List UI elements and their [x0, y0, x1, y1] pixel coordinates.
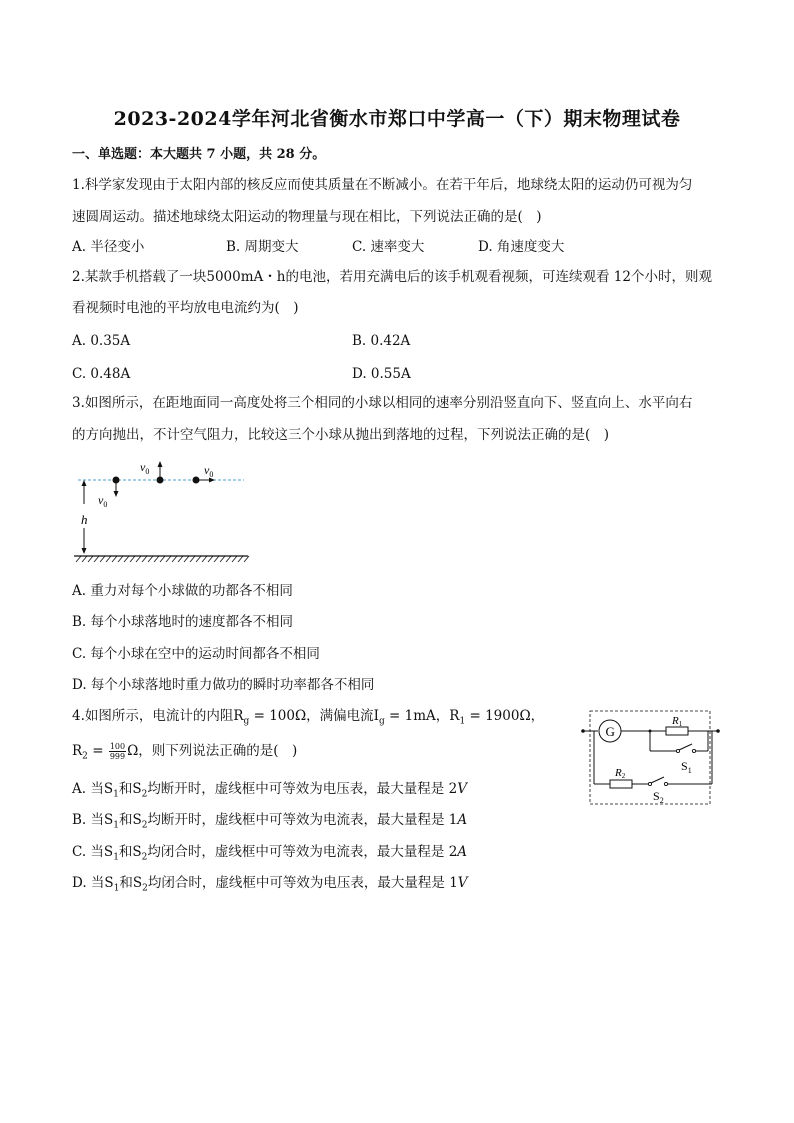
height-label: h — [81, 512, 88, 527]
q4-stem-line2: $R_2$ = $\frac{100}{999}$ Ω，则下列说法正确的是( ) — [72, 742, 298, 762]
s2-label: $S_2$ — [653, 789, 664, 805]
q3-stem-line2: 的方向抛出，不计空气阻力，比较这三个小球从抛出到落地的过程，下列说法正确的是( ) — [72, 427, 610, 443]
page-title: 2023-2024学年河北省衡水市郑口中学高一（下）期末物理试卷 — [113, 108, 681, 130]
svg-text:G: G — [605, 724, 615, 739]
s1-label: $S_1$ — [681, 759, 692, 775]
q3-option-d: D. 每个小球落地时重力做功的瞬时功率都各不相同 — [72, 677, 375, 693]
height-arrowhead-down — [82, 548, 87, 554]
q1-option-c: C. 速率变大 — [352, 239, 425, 255]
v0-label-down: $v_0$ — [98, 493, 108, 509]
q3-option-b: B. 每个小球落地时的速度都各不相同 — [72, 614, 294, 630]
q4-stem-line1: 4.如图所示，电流计的内阻$R_g = 100\Omega$，满偏电流$I_g = 1mA$，$R_1 = 1900\Omega$， — [72, 708, 545, 727]
s1-switch-blade — [679, 744, 692, 750]
q2-option-a: A. 0.35A — [72, 333, 131, 349]
terminal-right — [716, 729, 720, 733]
r2-fraction: $\frac{100}{999}$ — [109, 742, 126, 761]
q3-option-c: C. 每个小球在空中的运动时间都各不相同 — [72, 646, 320, 662]
q1-option-a: A. 半径变小 — [72, 239, 145, 255]
r1-resistor — [666, 727, 688, 735]
q4-circuit-figure — [580, 706, 722, 810]
q2-option-c: C. 0.48A — [72, 366, 131, 382]
v0-label-right: $v_0$ — [204, 463, 214, 479]
q1-stem-line2: 速圆周运动。描述地球绕太阳运动的物理量与现在相比，下列说法正确的是( ) — [72, 209, 542, 225]
r2-resistor — [610, 780, 632, 788]
q4-option-c: C. 当$S_1$和$S_2$均闭合时，虚线框中可等效为电流表，最大量程是 2A — [72, 844, 468, 863]
q1-option-d: D. 角速度变大 — [478, 239, 565, 255]
height-arrowhead-up — [82, 480, 87, 486]
q1-option-b: B. 周期变大 — [226, 239, 299, 255]
r1-label: R1 — [672, 715, 683, 728]
q2-stem-line2: 看视频时电池的平均放电电流约为( ) — [72, 300, 299, 316]
q4-option-d: D. 当$S_1$和$S_2$均闭合时，虚线框中可等效为电压表，最大量程是 1V — [72, 875, 468, 894]
ground-hatching — [76, 556, 249, 562]
v0-label-up: $v_0$ — [140, 460, 150, 476]
q3-projectile-figure — [72, 452, 252, 570]
q3-option-a: A. 重力对每个小球做的功都各不相同 — [72, 583, 293, 599]
q3-stem-line1: 3.如图所示，在距地面同一高度处将三个相同的小球以相同的速率分别沿竖直向下、竖直向上、水平向右 — [72, 395, 693, 411]
q4-option-a: A. 当$S_1$和$S_2$均断开时，虚线框中可等效为电压表，最大量程是 2V — [72, 781, 467, 800]
q2-stem-line1: 2.某款手机搭载了一块5000mA・h的电池，若用充满电后的该手机观看视频，可连续观看 12个小时，则观 — [72, 269, 712, 285]
q4-option-b: B. 当$S_1$和$S_2$均断开时，虚线框中可等效为电流表，最大量程是 1A — [72, 812, 468, 831]
r2-label: R2 — [615, 767, 626, 780]
q2-option-d: D. 0.55A — [352, 366, 411, 382]
q1-stem-line1: 1.科学家发现由于太阳内部的核反应而使其质量在不断减小。在若干年后，地球绕太阳的运动仍可视为匀 — [72, 177, 693, 193]
s2-switch-blade — [651, 777, 664, 783]
terminal-left — [581, 729, 585, 733]
section-heading: 一、单选题：本大题共 7 小题，共 28 分。 — [72, 147, 326, 162]
q2-option-b: B. 0.42A — [352, 333, 411, 349]
